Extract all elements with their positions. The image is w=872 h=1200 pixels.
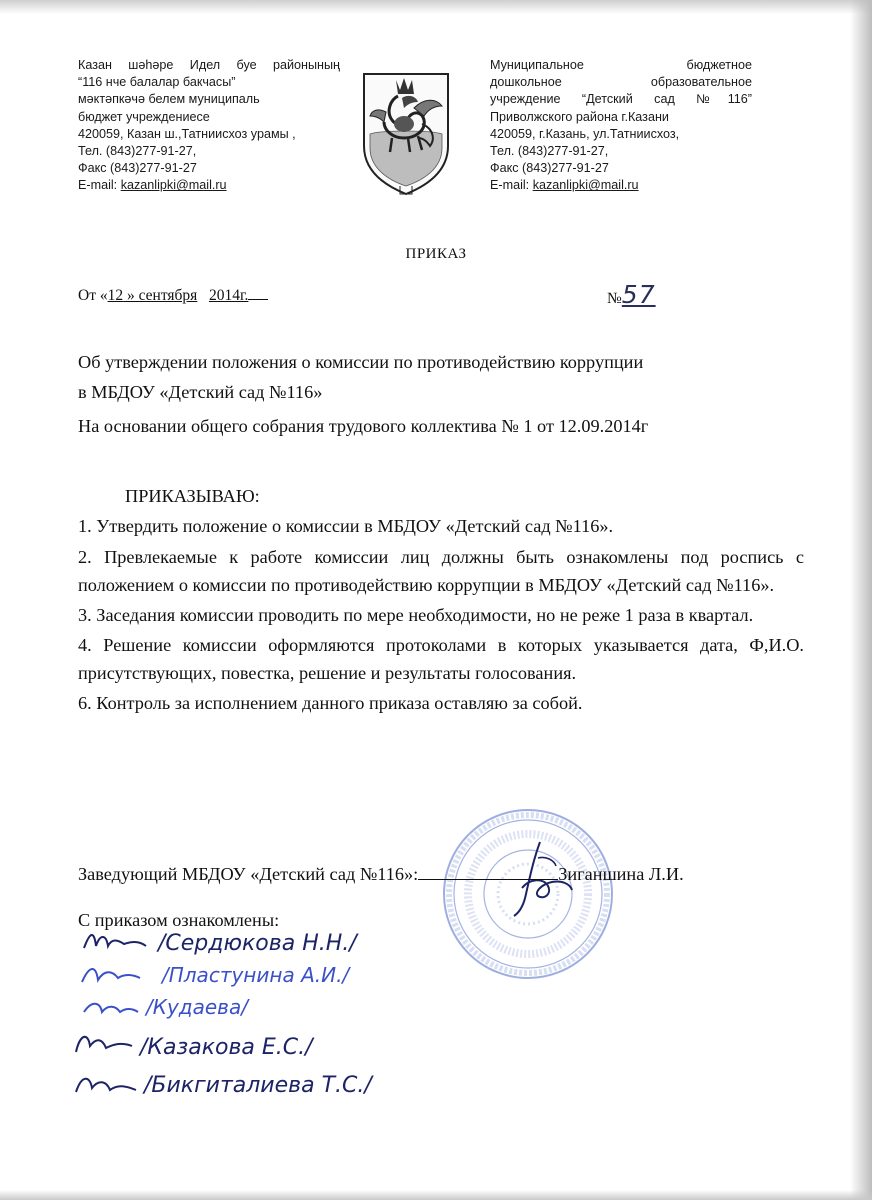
decree-word: ПРИКАЗЫВАЮ: (125, 486, 260, 506)
order-item: 3. Заседания комиссии проводить по мере необходимости, но не реже 1 раза в квартал. (78, 605, 754, 625)
head-name: Зиганшина Л.И. (558, 864, 684, 884)
signature-row (76, 1073, 374, 1098)
header-left-line: мәктәпкәчә белем муниципаль (78, 92, 260, 107)
signature-row (84, 931, 359, 956)
head-position: Заведующий МБДОУ «Детский сад №116»: (78, 864, 419, 884)
header-left-line: бюджет учреждениесе (78, 109, 210, 124)
signature-text: /Бикгиталиева Т.С./ (144, 1073, 372, 1098)
signature-row (76, 1035, 315, 1060)
head-signature-line (78, 861, 684, 885)
signature-text: /Кудаева/ (146, 995, 248, 1019)
acquainted-heading: С приказом ознакомлены: (78, 910, 280, 930)
signature-blank (418, 861, 558, 880)
header-left-line: Тел. (843)277-91-27, (78, 144, 197, 159)
signature-text: /Пластунина А.И./ (162, 963, 350, 987)
date-day: 12 (107, 287, 124, 304)
order-subject (78, 347, 804, 407)
header-right-line: 420059, г.Казань, ул.Татниисхоз, (490, 126, 680, 141)
signature-row (84, 995, 250, 1019)
subject-line: в МБДОУ «Детский сад №116» (78, 382, 323, 402)
header-right-email-line (490, 177, 752, 194)
header-right (490, 57, 752, 195)
header-right-line: дошкольное образовательное (490, 75, 752, 90)
date-month: » сентября (123, 287, 198, 304)
scan-edge-right (850, 0, 872, 1200)
header-right-line: Тел. (843)277-91-27, (490, 144, 609, 159)
header-left-line: Факс (843)277-91-27 (78, 161, 197, 176)
header-right-line: учреждение “Детский сад №116” (490, 92, 752, 107)
header-left-line: “116 нче балалар бакчасы” (78, 75, 236, 90)
order-number (607, 280, 656, 309)
document-title: ПРИКАЗ (405, 246, 467, 262)
header-right-line: Муниципальное бюджетное (490, 58, 752, 72)
header-left (78, 57, 340, 195)
subject-line: Об утверждении положения о комиссии по противодействию коррупции (78, 352, 644, 372)
number-handwritten: 57 (621, 280, 656, 309)
signature-row (82, 963, 351, 987)
email-label: E-mail: (490, 178, 530, 193)
order-item: 1. Утвердить положение о комиссии в МБДОУ «Детский сад №116». (78, 516, 614, 536)
number-prefix: № (607, 290, 622, 307)
header-left-email-line (78, 177, 340, 194)
header-right-line: Факс (843)277-91-27 (490, 161, 609, 176)
header-left-line: 420059, Казан ш.,Татниисхоз урамы , (78, 126, 296, 141)
date-prefix: От « (78, 287, 108, 304)
handwritten-signatures (66, 920, 406, 1130)
order-item: 6. Контроль за исполнением данного приказа оставляю за собой. (78, 693, 583, 713)
kazan-dragon-emblem (356, 68, 456, 196)
header-right-line: Приволжского района г.Казани (490, 109, 669, 124)
order-basis: На основании общего собрания трудового коллектива № 1 от 12.09.2014г (78, 416, 649, 436)
date-underline (248, 287, 268, 300)
email-link[interactable]: kazanlipki@mail.ru (532, 178, 639, 193)
email-label: E-mail: (78, 178, 118, 193)
email-link[interactable]: kazanlipki@mail.ru (120, 178, 227, 193)
order-item: 2. Превлекаемые к работе комиссии лиц должны быть ознакомлены под роспись с положением о комиссии по противодействию коррупции в МБДОУ «Детский сад №116». (78, 547, 804, 595)
scan-edge-bottom (0, 1190, 872, 1200)
signature-text: /Казакова Е.С./ (140, 1035, 313, 1060)
order-items (78, 512, 804, 717)
signature-text: /Сердюкова Н.Н./ (158, 931, 357, 956)
order-item: 4. Решение комиссии оформляются протоколами в которых указывается дата, Ф,И.О. присутствующих, повестка, решение и результаты голосования. (78, 635, 804, 683)
header-left-line: Казан шәһәре Идел буе районының (78, 58, 340, 72)
scan-edge-top (0, 0, 872, 14)
order-date (78, 287, 268, 305)
date-year: 2014г. (208, 287, 249, 304)
